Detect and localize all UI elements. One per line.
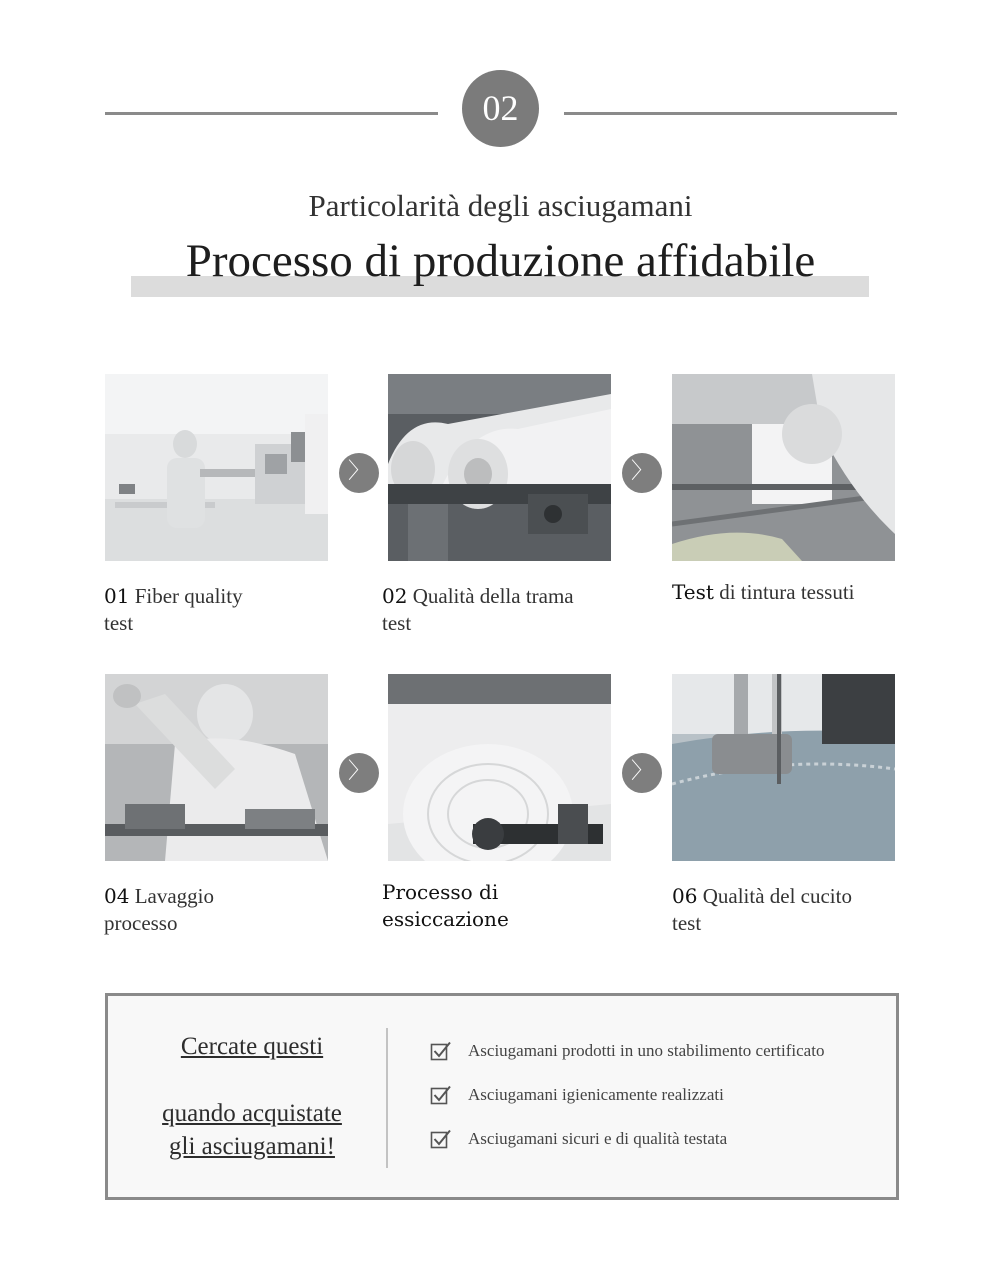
chevron-right-icon: 〉 — [339, 453, 379, 493]
washing-photo — [105, 674, 328, 861]
card-caption-5: Processo di essiccazione — [382, 880, 509, 931]
check-list — [430, 1040, 824, 1172]
sewing-photo — [672, 674, 895, 861]
chevron-right-icon: 〉 — [339, 753, 379, 793]
step-header — [0, 70, 1001, 148]
card-caption-3: Test di tintura tessuti — [672, 580, 855, 604]
check-icon — [430, 1128, 452, 1150]
fabric-rolls-photo — [388, 374, 611, 561]
list-item: Asciugamani sicuri e di qualità testata — [430, 1128, 824, 1172]
check-icon — [430, 1084, 452, 1106]
buying-tips-box — [105, 993, 899, 1200]
drying-roll-photo — [388, 674, 611, 861]
card-caption-4: 04 Lavaggio processo — [104, 884, 215, 935]
divider-left — [105, 112, 438, 115]
divider-right — [564, 112, 897, 115]
section-subtitle: Particolarità degli asciugamani — [308, 188, 693, 223]
dye-test-photo — [672, 374, 895, 561]
list-item: Asciugamani prodotti in uno stabilimento certificato — [430, 1040, 824, 1084]
list-item: Asciugamani igienicamente realizzati — [430, 1084, 824, 1128]
buying-tips-heading: Cercate questi quando acquistate gli asciugamani! — [162, 1033, 342, 1160]
lab-photo — [105, 374, 328, 561]
card-caption-2: 02 Qualità della trama test — [382, 584, 574, 635]
vertical-divider — [386, 1028, 388, 1168]
check-icon — [430, 1040, 452, 1062]
card-caption-1: 01 Fiber quality test — [104, 584, 243, 635]
chevron-right-icon: 〉 — [622, 753, 662, 793]
section-title: Processo di produzione affidabile — [185, 235, 816, 287]
step-number-badge: 02 — [462, 70, 539, 147]
card-caption-6: 06 Qualità del cucito test — [672, 884, 852, 935]
chevron-right-icon: 〉 — [622, 453, 662, 493]
